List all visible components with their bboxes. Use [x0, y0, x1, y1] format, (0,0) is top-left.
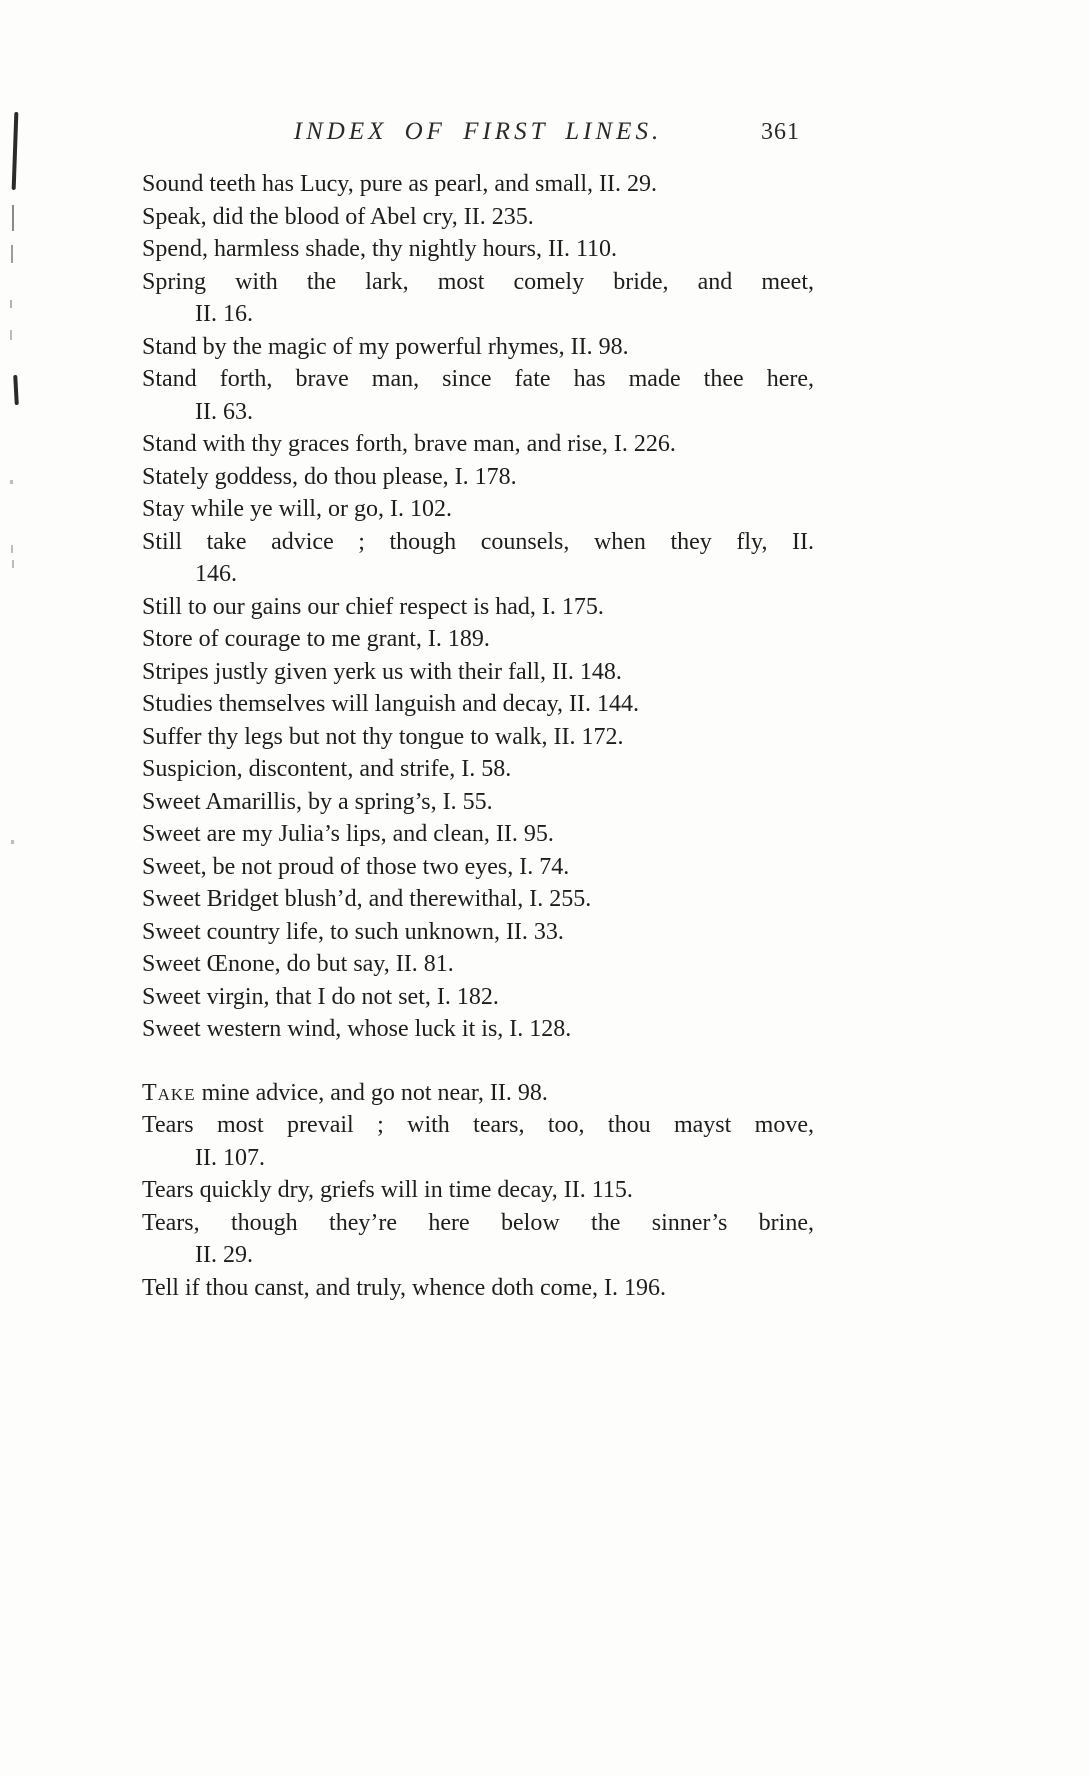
entry-text: Tears, though they’re here below the sinner’s brine,: [142, 1209, 814, 1236]
scan-artifact: [12, 112, 19, 190]
index-entry: [142, 656, 814, 689]
entry-continuation: II. 16.: [195, 301, 253, 327]
entry-text: Still take advice ; though counsels, when they fly, II.: [142, 528, 814, 555]
entry-text: Sweet country life, to such unknown, II. 33.: [142, 918, 564, 945]
entry-text: Stately goddess, do thou please, I. 178.: [142, 463, 517, 490]
index-entry: [142, 461, 814, 494]
entry-text: Studies themselves will languish and decay, II. 144.: [142, 691, 640, 717]
entry-text: Take mine advice, and go not near, II. 98.: [142, 1079, 548, 1106]
entry-text: Sweet, be not proud of those two eyes, I. 74.: [142, 853, 570, 880]
index-entry: [142, 1272, 814, 1305]
scan-artifact: [10, 330, 12, 340]
index-entry: [142, 591, 814, 624]
index-entry: [142, 1207, 814, 1272]
entry-text: Still to our gains our chief respect is had, I. 175.: [142, 593, 604, 620]
page-title: INDEX OF FIRST LINES.: [293, 118, 663, 145]
index-entry: [142, 818, 814, 851]
index-entry: [142, 721, 814, 754]
entry-text: Store of courage to me grant, I. 189.: [142, 626, 490, 652]
entry-text: Spend, harmless shade, thy nightly hours, II. 110.: [142, 236, 618, 262]
index-entry: [142, 688, 814, 721]
entry-text: Stand forth, brave man, since fate has made thee here,: [142, 366, 814, 392]
index-entry: [142, 623, 814, 656]
entries-list: [142, 168, 814, 1304]
index-entry: [142, 526, 814, 591]
index-entry: [142, 1109, 814, 1174]
index-entry: [142, 266, 814, 331]
index-entry: [142, 948, 814, 981]
scan-artifact: [10, 300, 12, 308]
entry-text: Sweet western wind, whose luck it is, I. 128.: [142, 1016, 572, 1042]
entry-text: Tears most prevail ; with tears, too, thou mayst move,: [142, 1112, 814, 1138]
scan-artifact: [11, 545, 13, 553]
entry-text: Stand by the magic of my powerful rhymes, II. 98.: [142, 333, 629, 360]
entry-continuation: II. 63.: [195, 398, 253, 425]
scan-artifact: [12, 560, 14, 568]
index-entry: [142, 493, 814, 526]
index-entry: [142, 851, 814, 884]
entry-continuation: II. 29.: [195, 1242, 253, 1268]
entry-text: Stripes justly given yerk us with their fall, II. 148.: [142, 658, 622, 685]
entry-continuation: II. 107.: [195, 1144, 265, 1171]
entry-text: Tell if thou canst, and truly, whence doth come, I. 196.: [142, 1274, 666, 1301]
index-entry: [142, 168, 814, 201]
index-entry: [142, 1077, 814, 1110]
index-entry: [142, 753, 814, 786]
scan-artifact: [11, 245, 13, 263]
entry-continuation: 146.: [195, 561, 237, 587]
entry-text: Stand with thy graces forth, brave man, and rise, I. 226.: [142, 431, 676, 457]
page-header: [142, 118, 814, 154]
scan-artifact: [10, 480, 13, 484]
index-entry: [142, 981, 814, 1014]
entry-text: Sweet are my Julia’s lips, and clean, II. 95.: [142, 821, 554, 847]
entry-text: Sound teeth has Lucy, pure as pearl, and small, II. 29.: [142, 171, 657, 197]
scan-artifact: [13, 375, 19, 405]
entry-text: Sweet Bridget blush’d, and therewithal, I. 255.: [142, 886, 592, 912]
index-entry: [142, 363, 814, 428]
scan-artifact: [12, 205, 14, 231]
entry-text: Sweet Amarillis, by a spring’s, I. 55.: [142, 788, 493, 815]
entry-text: Stay while ye will, or go, I. 102.: [142, 496, 452, 522]
index-entry: [142, 428, 814, 461]
index-entry: [142, 1174, 814, 1207]
scan-artifact: [11, 840, 14, 844]
entry-text: Tears quickly dry, griefs will in time decay, II. 115.: [142, 1177, 633, 1203]
index-entry: [142, 201, 814, 234]
entry-text: Speak, did the blood of Abel cry, II. 235.: [142, 203, 534, 230]
page-number: 361: [761, 119, 800, 145]
index-entry: [142, 331, 814, 364]
index-entry: [142, 1013, 814, 1046]
index-entry: [142, 883, 814, 916]
entry-text: Sweet Œnone, do but say, II. 81.: [142, 951, 454, 977]
index-entry: [142, 786, 814, 819]
index-entry: [142, 916, 814, 949]
entry-text: Suspicion, discontent, and strife, I. 58.: [142, 756, 512, 782]
index-entry: [142, 233, 814, 266]
smallcaps-lead-word: Take: [142, 1079, 196, 1106]
entry-text: Sweet virgin, that I do not set, I. 182.: [142, 983, 499, 1010]
entry-text: Spring with the lark, most comely bride, and meet,: [142, 268, 814, 295]
entry-text: Suffer thy legs but not thy tongue to walk, II. 172.: [142, 723, 624, 750]
